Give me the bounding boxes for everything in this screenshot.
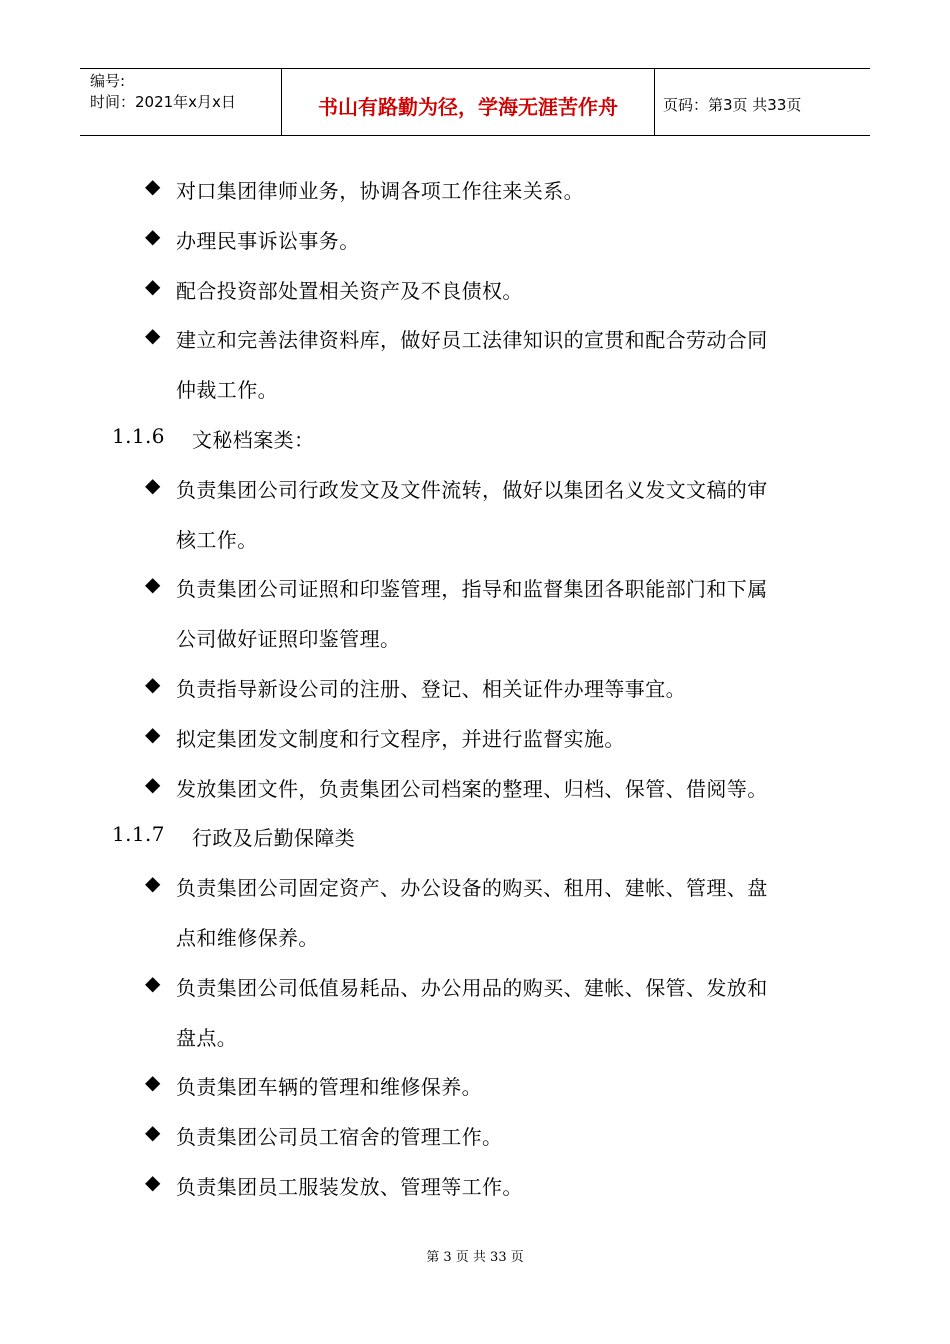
bullet-text-line: 配合投资部处置相关资产及不良债权。 [176, 278, 523, 303]
bullet-text-line: 公司做好证照印鉴管理。 [176, 627, 401, 652]
bullet-text-line: 办理民事诉讼事务。 [176, 228, 360, 253]
diamond-bullet-icon: ◆ [145, 323, 161, 348]
page-header [80, 68, 870, 136]
diamond-bullet-icon: ◆ [145, 223, 161, 248]
diamond-bullet-icon: ◆ [145, 472, 161, 497]
diamond-bullet-icon: ◆ [145, 273, 161, 298]
document-time-label: 时间：2021年x月x日 [90, 93, 236, 111]
bullet-text-line: 负责集团公司固定资产、办公设备的购买、租用、建帐、管理、盘 [176, 876, 768, 901]
header-page-label: 页码：第3页 共33页 [663, 95, 802, 114]
bullet-text-line: 负责集团员工服装发放、管理等工作。 [176, 1175, 523, 1199]
bullet-text-line: 负责集团公司员工宿舍的管理工作。 [176, 1125, 503, 1150]
bullet-text-line: 负责集团车辆的管理和维修保养。 [176, 1075, 482, 1100]
section-number: 1.1.6 [112, 424, 165, 448]
bullet-text-line: 仲裁工作。 [176, 378, 278, 403]
diamond-bullet-icon: ◆ [145, 970, 161, 995]
section-number: 1.1.7 [112, 822, 165, 847]
diamond-bullet-icon: ◆ [145, 721, 161, 746]
diamond-bullet-icon: ◆ [145, 771, 161, 796]
diamond-bullet-icon: ◆ [145, 1170, 161, 1194]
page-footer: 第 3 页 共 33 页 [426, 1250, 524, 1265]
header-meta [80, 69, 282, 135]
diamond-bullet-icon: ◆ [145, 1070, 161, 1095]
diamond-bullet-icon: ◆ [145, 174, 161, 198]
document-number-label: 编号: [90, 72, 126, 90]
section-heading: 文秘档案类： [192, 428, 315, 452]
diamond-bullet-icon: ◆ [145, 871, 161, 896]
header-motto: 书山有路勤为径，学海无涯苦作舟 [282, 69, 655, 135]
bullet-text-line: 盘点。 [176, 1025, 238, 1050]
diamond-bullet-icon: ◆ [145, 672, 161, 696]
diamond-bullet-icon: ◆ [145, 1120, 161, 1145]
bullet-text-line: 负责集团公司低值易耗品、办公用品的购买、建帐、保管、发放和 [176, 975, 768, 1000]
diamond-bullet-icon: ◆ [145, 572, 161, 597]
bullet-text-line: 拟定集团发文制度和行文程序，并进行监督实施。 [176, 726, 625, 751]
bullet-text-line: 对口集团律师业务，协调各项工作往来关系。 [176, 179, 584, 203]
bullet-text-line: 发放集团文件，负责集团公司档案的整理、归档、保管、借阅等。 [176, 776, 768, 801]
bullet-text-line: 核工作。 [176, 527, 258, 552]
bullet-text-line: 建立和完善法律资料库，做好员工法律知识的宣贯和配合劳动合同 [176, 328, 768, 353]
bullet-text-line: 负责集团公司行政发文及文件流转，做好以集团名义发文文稿的审 [176, 477, 768, 502]
bullet-text-line: 负责集团公司证照和印鉴管理，指导和监督集团各职能部门和下属 [176, 577, 768, 602]
bullet-text-line: 点和维修保养。 [176, 926, 319, 950]
bullet-text-line: 负责指导新设公司的注册、登记、相关证件办理等事宜。 [176, 677, 686, 701]
section-heading: 行政及后勤保障类 [192, 826, 356, 851]
